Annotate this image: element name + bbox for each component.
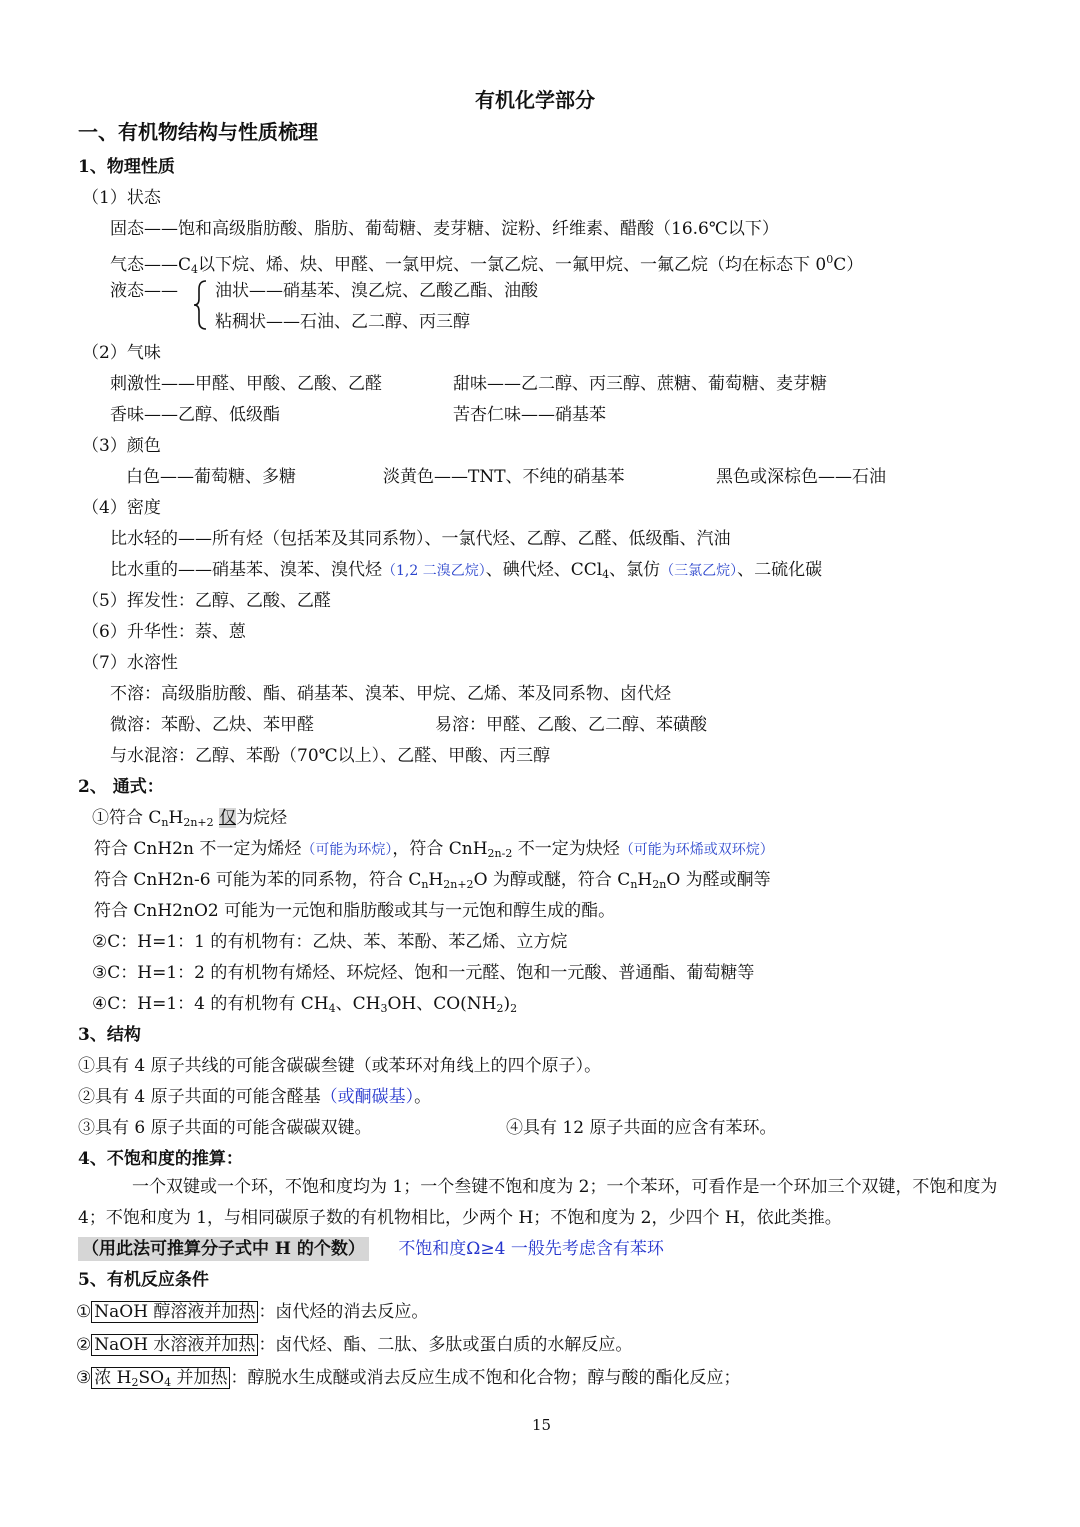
heavier-note-1: （1,2 二溴乙烷） [382, 563, 486, 579]
volatility: （5）挥发性：乙醇、乙酸、乙醛 [82, 591, 331, 611]
sublimation: （6）升华性：萘、蒽 [82, 622, 246, 642]
c3-text: ：醇脱水生成醚或消去反应生成不饱和化合物；醇与酸的酯化反应； [230, 1368, 741, 1388]
formula-line-5: ②C：H=1：1 的有机物有：乙炔、苯、苯酚、苯乙烯、立方烷 [92, 932, 568, 952]
unsaturation-note-grey: （用此法可推算分子式中 H 的个数） [78, 1237, 369, 1261]
structure-3: ③具有 6 原子共面的可能含碳碳双键。 [78, 1118, 372, 1138]
smell-sweet: 甜味——乙二醇、丙三醇、蔗糖、葡萄糖、麦芽糖 [453, 374, 827, 394]
c3-box-c: 并加热 [171, 1368, 228, 1388]
f7-b: 、CH [335, 994, 381, 1014]
structure-4: ④具有 12 原子共面的应含有苯环。 [506, 1118, 777, 1138]
formula-line-4: 符合 CnH2nO2 可能为一元饱和脂肪酸或其与一元饱和醇生成的酯。 [94, 901, 616, 921]
c1-box: NaOH 醇溶液并加热 [91, 1301, 258, 1323]
f1-highlight: 仅 [219, 808, 237, 828]
c3-box-b: SO [138, 1368, 165, 1388]
unsaturation-paragraph: 一个双键或一个环，不饱和度均为 1；一个叁键不饱和度为 2；一个苯环，可看作是一个环加三个双键，不饱和度为 4；不饱和度为 1，与相同碳原子数的有机物相比，少两个 H；不饱和度为 2，少四个 H，依此类推。 [78, 1177, 998, 1228]
f3-e: O 为醛或酮等 [666, 870, 771, 890]
section-heading: 一、有机物结构与性质梳理 [78, 120, 318, 144]
heavier-sub: 4 [602, 568, 610, 581]
f3-s1: n [421, 878, 429, 891]
f1-a: ①符合 C [92, 808, 162, 828]
unsaturation-notes [78, 1237, 664, 1261]
f2-note-1: （可能为环烷） [301, 842, 393, 858]
solubility-heading: （7）水溶性 [82, 653, 178, 673]
f3-c: O 为醇或醚，符合 C [473, 870, 631, 890]
c3-box-s2: 4 [164, 1376, 172, 1389]
color-pale-yellow: 淡黄色——TNT、不纯的硝基苯 [383, 467, 625, 487]
smell-heading: （2）气味 [82, 343, 161, 363]
smell-bitter-almond: 苦杏仁味——硝基苯 [453, 405, 606, 425]
state-heading: （1）状态 [82, 188, 161, 208]
f1-s2: 2n+2 [183, 816, 214, 829]
c1-num: ① [76, 1302, 92, 1322]
unsaturation-heading: 4、不饱和度的推算： [78, 1149, 243, 1169]
c3-box-a: 浓 H [94, 1368, 132, 1388]
c3-num: ③ [76, 1368, 92, 1388]
heavier-b: 、碘代烃、CCl [485, 560, 603, 580]
f2-c: 不一定为炔烃 [512, 839, 620, 859]
heavier-a: 比水重的——硝基苯、溴苯、溴代烃 [110, 560, 382, 580]
f3-s2: 2n+2 [443, 878, 474, 891]
solubility-insoluble: 不溶：高级脂肪酸、酯、硝基苯、溴苯、甲烷、乙烯、苯及同系物、卤代烃 [110, 684, 671, 704]
f1-s1: n [161, 816, 169, 829]
gas-b: 以下烷、烯、炔、甲醛、一氯甲烷、一氯乙烷、一氟甲烷、一氟乙烷（均在标态下 0 [198, 255, 827, 275]
gas-c: C） [833, 255, 864, 275]
c2-box: NaOH 水溶液并加热 [91, 1334, 258, 1356]
formula-line-3 [94, 868, 771, 897]
smell-pungent: 刺激性——甲醛、甲酸、乙酸、乙醛 [110, 374, 382, 394]
f7-a: ④C：H=1：4 的有机物有 CH [92, 994, 329, 1014]
s2-c: 。 [414, 1087, 432, 1107]
structure-1: ①具有 4 原子共线的可能含碳碳叁键（或苯环对角线上的四个原子）。 [78, 1056, 602, 1076]
state-solid: 固态——饱和高级脂肪酸、脂肪、葡萄糖、麦芽糖、淀粉、纤维素、醋酸（16.6℃以下） [110, 219, 779, 239]
condition-3 [76, 1366, 740, 1395]
smell-fragrant: 香味——乙醇、低级酯 [110, 405, 280, 425]
heavier-d: 、二硫化碳 [737, 560, 823, 580]
condition-2 [76, 1333, 632, 1357]
color-heading: （3）颜色 [82, 436, 161, 456]
condition-1 [76, 1300, 428, 1324]
f1-c: 为烷烃 [236, 808, 288, 828]
c1-text: ：卤代烃的消去反应。 [258, 1302, 429, 1322]
state-liquid-viscous: 粘稠状——石油、乙二醇、丙三醇 [215, 312, 470, 332]
f2-s: 2n-2 [487, 847, 513, 860]
f3-a: 符合 CnH2n-6 可能为苯的同系物，符合 C [94, 870, 422, 890]
formula-line-1 [92, 806, 287, 835]
density-heading: （4）密度 [82, 498, 161, 518]
s2-b: （或酮碳基） [320, 1087, 415, 1107]
state-liquid-oily: 油状——硝基苯、溴乙烷、乙酸乙酯、油酸 [215, 281, 538, 301]
heavier-note-2: （三氯乙烷） [660, 563, 738, 579]
color-black: 黑色或深棕色——石油 [716, 467, 886, 487]
heavier-c: 、氯仿 [609, 560, 661, 580]
gas-a: 气态——C [110, 255, 192, 275]
structure-2 [78, 1085, 431, 1109]
f3-b: H [428, 870, 444, 890]
f1-b: H [168, 808, 184, 828]
f7-s4: 2 [510, 1002, 518, 1015]
f7-s1: 4 [328, 1002, 336, 1015]
structure-heading: 3、结构 [78, 1025, 141, 1045]
conditions-heading: 5、有机反应条件 [78, 1270, 209, 1290]
f3-s4: 2n [652, 878, 667, 891]
formula-line-6: ③C：H=1：2 的有机物有烯烃、环烷烃、饱和一元醛、饱和一元酸、普通酯、葡萄糖等 [92, 963, 755, 983]
unsaturation-note-blue: 不饱和度Ω≥4 一般先考虑含有苯环 [398, 1239, 664, 1259]
f7-d: ) [503, 994, 511, 1014]
gas-sup: 0 [826, 253, 834, 266]
c3-box [91, 1367, 230, 1389]
gas-sub: 4 [191, 263, 199, 276]
brace-icon [192, 279, 208, 331]
formula-line-7 [92, 992, 517, 1021]
density-heavier [110, 558, 822, 587]
formula-heading: 2、 通式： [78, 777, 164, 797]
c3-box-s1: 2 [131, 1376, 139, 1389]
f2-b: ，符合 CnH [392, 839, 488, 859]
page-number: 15 [532, 1416, 552, 1434]
s2-a: ②具有 4 原子共面的可能含醛基 [78, 1087, 321, 1107]
f7-c: OH、CO(NH [387, 994, 497, 1014]
physical-heading: 1、物理性质 [78, 157, 175, 177]
density-lighter: 比水轻的——所有烃（包括苯及其同系物）、一氯代烃、乙醇、乙醛、低级酯、汽油 [110, 529, 731, 549]
f7-s2: 3 [380, 1002, 388, 1015]
f2-a: 符合 CnH2n 不一定为烯烃 [94, 839, 302, 859]
c2-num: ② [76, 1335, 92, 1355]
c2-text: ：卤代烃、酯、二肽、多肽或蛋白质的水解反应。 [258, 1335, 633, 1355]
f2-note-2: （可能为环烯或双环烷） [619, 842, 774, 858]
state-liquid-label: 液态—— [110, 281, 178, 301]
f3-s3: n [630, 878, 638, 891]
solubility-slightly: 微溶：苯酚、乙炔、苯甲醛 [110, 715, 314, 735]
solubility-miscible: 与水混溶：乙醇、苯酚（70℃以上）、乙醛、甲酸、丙三醇 [110, 746, 551, 766]
page-title: 有机化学部分 [475, 88, 595, 112]
f7-s3: 2 [496, 1002, 504, 1015]
color-white: 白色——葡萄糖、多糖 [126, 467, 296, 487]
f3-d: H [637, 870, 653, 890]
formula-line-2 [94, 837, 774, 866]
solubility-easily: 易溶：甲醛、乙酸、乙二醇、苯磺酸 [435, 715, 707, 735]
state-gas [110, 248, 863, 282]
